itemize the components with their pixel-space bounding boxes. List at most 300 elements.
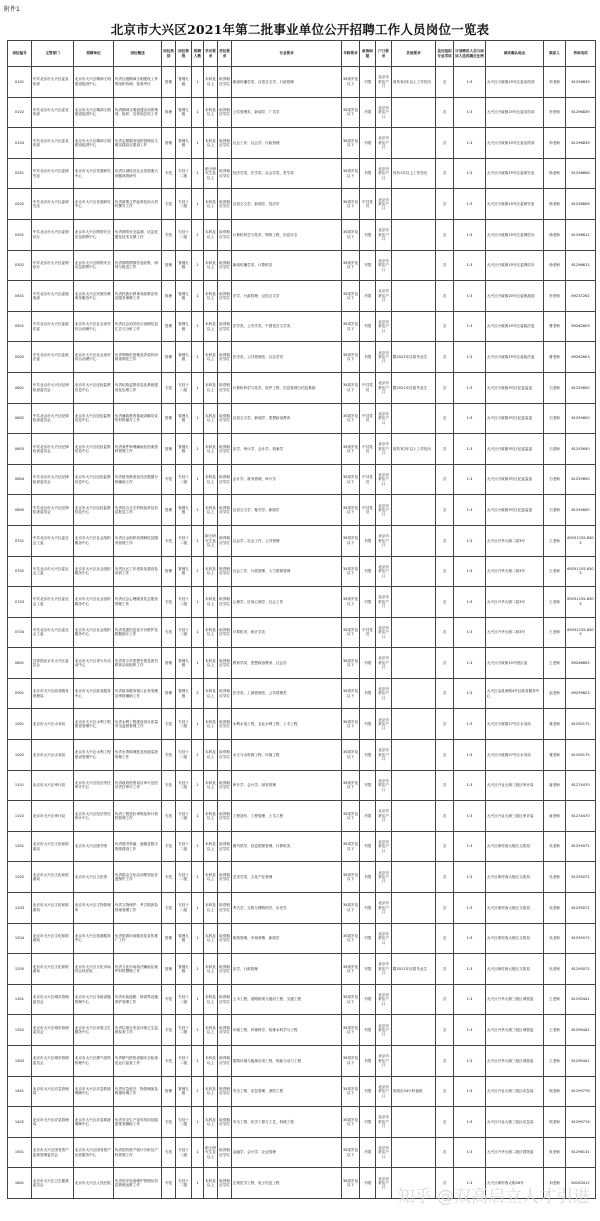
table-cell: 1 (192, 219, 204, 250)
table-cell: 35周岁及以下 (342, 1168, 360, 1199)
table-cell: 取得相应学位 (218, 770, 232, 801)
table-cell (392, 97, 436, 128)
table-cell: 大兴区兴政街3号区纪委监委 (486, 372, 544, 403)
table-cell: 取得相应学位 (218, 434, 232, 465)
table-cell: 中共北京市大兴区委社会工委 (32, 556, 74, 587)
table-cell: 法学、行政管理、汉语言文学 (232, 281, 342, 312)
table-cell: 不限 (360, 250, 376, 281)
table-cell: 本科及以上 (204, 678, 218, 709)
table-cell: 聂老师 (544, 740, 566, 771)
table-cell: 0604 (8, 464, 32, 495)
table-cell: 专技十二级 (176, 158, 192, 189)
table-cell: 负责廉政教育基地讲解及宣传材料编写工作 (114, 403, 162, 434)
table-cell: 大兴区兴华大街三段区城管委 (486, 984, 544, 1015)
table-cell: 法学类、公共管理类、社会学类 (232, 342, 342, 373)
table-cell: 北京市常住户口 (376, 1046, 392, 1077)
table-cell: 专技十二级 (176, 372, 192, 403)
table-cell (392, 1107, 436, 1138)
table-cell: 北京市常住户口 (376, 587, 392, 618)
table-cell: 管理九级 (176, 67, 192, 98)
table-cell: 专技十二级 (176, 1015, 192, 1046)
table-cell: 北京市大兴区市政设施管理中心 (74, 984, 114, 1015)
table-cell: 0101 (8, 67, 32, 98)
table-cell: 本科及以上 (204, 1168, 218, 1199)
table-cell: 取得相应学位 (218, 1015, 232, 1046)
table-cell: 1:3 (454, 403, 486, 434)
table-cell: 大兴区兴政街15号区委网信办 (486, 219, 544, 250)
table-cell: 专技 (162, 219, 176, 250)
table-cell: 负责综合文字材料起草及信息报送工作 (114, 495, 162, 526)
table-cell: 不限 (360, 1076, 376, 1107)
table-cell: 1 (192, 1107, 204, 1138)
table-cell: 0801 (8, 648, 32, 679)
table-cell: 负责工程造价审核及审计资料管理工作 (114, 801, 162, 832)
table-cell: 61290441 (566, 1046, 596, 1077)
table-cell: 否 (436, 189, 454, 220)
table-cell: 北京市大兴区网络安全应急指挥中心 (74, 219, 114, 250)
table-cell: 否 (436, 954, 454, 985)
table-cell: 负责安全生产宣传培训及隐患排查辅助工作 (114, 1107, 162, 1138)
table-cell: 中共北京市大兴区委宣传部 (32, 128, 74, 159)
table-cell: 北京市大兴区应急管理局 (32, 1076, 74, 1107)
table-cell: 否 (436, 740, 454, 771)
table-cell: 取得相应学位 (218, 1168, 232, 1199)
table-cell: 大兴区兴政街15号区委政法委 (486, 342, 544, 373)
table-cell: 专技十二级 (176, 740, 192, 771)
table-row (8, 67, 596, 98)
table-cell: 专技 (162, 1168, 176, 1199)
table-cell: 北京市大兴区文物管理所 (74, 893, 114, 924)
table-cell: 负责燃气供热设施安全检查及运行监管工作 (114, 1046, 162, 1077)
table-cell: 否 (436, 403, 454, 434)
table-cell: 王老师 (544, 1015, 566, 1046)
table-cell: 本科及以上 (204, 97, 218, 128)
table-cell: 中共党员 (360, 495, 376, 526)
table-cell: 管理九级 (176, 556, 192, 587)
table-cell: 北京市大兴区经济责任审计中心 (74, 801, 114, 832)
table-cell: 否 (436, 525, 454, 556)
table-cell: 北京市常住户口 (376, 831, 392, 862)
table-cell: 1205 (8, 954, 32, 985)
table-cell: 北京市大兴区文化和旅游局 (32, 831, 74, 862)
table-cell: 专技 (162, 984, 176, 1015)
table-cell: 取得相应学位 (218, 281, 232, 312)
table-cell: 取得相应学位 (218, 556, 232, 587)
table-row (8, 678, 596, 709)
table-cell: 1203 (8, 893, 32, 924)
table-cell: 专技 (162, 1107, 176, 1138)
table-cell: 本科及以上 (204, 372, 218, 403)
table-cell: 吴老师 (544, 954, 566, 985)
table-cell: 1402 (8, 1107, 32, 1138)
table-cell: 负责纪检监察信息化系统建设及运维工作 (114, 372, 162, 403)
column-header: 岗位类别 (162, 41, 176, 67)
table-row (8, 556, 596, 587)
table-cell: 1:3 (454, 1107, 486, 1138)
table-cell: 大兴区兴华大街二段3号 (486, 617, 544, 648)
table-cell: 负责网络舆情信息收集、研判与报送工作 (114, 250, 162, 281)
table-cell: 北京市大兴区卫生健康委员会 (32, 1168, 74, 1199)
table-cell: 61296808 (566, 189, 596, 220)
table-row (8, 1015, 596, 1046)
column-header: 专业要求 (232, 41, 342, 67)
table-cell: 负责青少年思想引领及团员教育活动组织工作 (114, 648, 162, 679)
table-cell: 负责图书采编、流通及数字资源建设工作 (114, 831, 162, 862)
table-cell: 大兴区兴政街15号团区委 (486, 648, 544, 679)
table-cell: 中共北京市大兴区纪律检查委员会 (32, 372, 74, 403)
table-cell: 1:3 (454, 556, 486, 587)
table-cell: 北京市大兴区国有资产运营服务中心 (74, 1137, 114, 1168)
table-cell: 中共北京市大兴区委网信办 (32, 250, 74, 281)
table-cell: 不限 (360, 648, 376, 679)
table-cell: 61290175 (566, 709, 596, 740)
table-cell: 1 (192, 434, 204, 465)
table-cell: 北京市常住户口 (376, 525, 392, 556)
table-cell: 35周岁及以下 (342, 617, 360, 648)
table-cell: 北京市常住户口 (376, 128, 392, 159)
table-cell: 1:3 (454, 67, 486, 98)
table-cell: 1:3 (454, 189, 486, 220)
table-cell: 大兴区兴政街3号区纪委监委 (486, 464, 544, 495)
table-cell: 李老师 (544, 128, 566, 159)
table-cell: 1:3 (454, 128, 486, 159)
table-cell: 大兴区兴政街15号区委网信办 (486, 250, 544, 281)
table-cell (392, 678, 436, 709)
table-cell: 1:3 (454, 831, 486, 862)
table-cell: 北京市常住户口 (376, 893, 392, 924)
table-cell: 35周岁及以下 (342, 740, 360, 771)
table-row (8, 372, 596, 403)
table-row (8, 831, 596, 862)
table-cell: 本科及以上 (204, 556, 218, 587)
table-cell: 北京市大兴区审计局 (32, 770, 74, 801)
table-cell: 管理九级 (176, 954, 192, 985)
table-cell: 专技 (162, 770, 176, 801)
table-cell: 否 (436, 1015, 454, 1046)
table-cell: 北京市常住户口 (376, 434, 392, 465)
table-cell: 北京市常住户口 (376, 372, 392, 403)
table-cell: 郭老师 (544, 1107, 566, 1138)
table-cell: 负责水利工程建设项目质量安全监督管理工作 (114, 709, 162, 740)
table-cell: 杨老师 (544, 158, 566, 189)
table-cell: 管理 (162, 281, 176, 312)
table-row (8, 495, 596, 526)
table-cell: 否 (436, 862, 454, 893)
table-cell: 1 (192, 709, 204, 740)
table-cell: 中共北京市大兴区委社会工委 (32, 617, 74, 648)
table-cell: 负责社区工作者队伍建设及培训工作 (114, 556, 162, 587)
table-cell: 管理 (162, 311, 176, 342)
table-cell: 北京市常住户口 (376, 801, 392, 832)
table-cell: 负责群众文化活动策划及非遗保护工作 (114, 862, 162, 893)
table-cell: 负责政务服务窗口业务受理及审批辅助工作 (114, 678, 162, 709)
table-cell: 不限 (360, 1015, 376, 1046)
table-cell: 取得相应学位 (218, 372, 232, 403)
table-cell: 中共党员 (360, 403, 376, 434)
table-cell (392, 403, 436, 434)
table-cell: 负责精神文明创建活动的策划、组织、宣传和总结工作 (114, 97, 162, 128)
table-cell: 否 (436, 617, 454, 648)
table-cell: 不限 (360, 984, 376, 1015)
table-cell: 不限 (360, 311, 376, 342)
table-cell: 北京市大兴区青少年活动中心 (74, 648, 114, 679)
table-cell: 管理九级 (176, 281, 192, 312)
table-cell: 中共北京市大兴区纪律检查委员会 (32, 403, 74, 434)
table-cell: 负责社会心理服务及志愿者管理工作 (114, 587, 162, 618)
table-cell: 1 (192, 525, 204, 556)
table-cell: 法学、行政管理 (232, 954, 342, 985)
table-cell: 专技十二级 (176, 587, 192, 618)
table-cell: 不限 (360, 709, 376, 740)
table-cell: 否 (436, 281, 454, 312)
table-cell: 管理 (162, 403, 176, 434)
table-cell: 共青团北京市大兴区委员会 (32, 648, 74, 679)
table-cell: 1:3 (454, 464, 486, 495)
table-cell: 0301 (8, 219, 32, 250)
table-cell: 公共管理类、新闻学、广告学 (232, 97, 342, 128)
table-cell: 1:3 (454, 617, 486, 648)
table-cell: 大兴区兴华大街三段区城管委 (486, 1046, 544, 1077)
table-row (8, 770, 596, 801)
table-cell: 取得相应学位 (218, 801, 232, 832)
table-cell: 取得相应学位 (218, 525, 232, 556)
table-row (8, 281, 596, 312)
table-cell: 本科及以上 (204, 342, 218, 373)
table-cell: 本科及以上 (204, 1107, 218, 1138)
table-cell: 1 (192, 189, 204, 220)
table-cell: 北京市常住户口 (376, 740, 392, 771)
table-cell: 否 (436, 342, 454, 373)
table-cell: 69251155-8305 (566, 556, 596, 587)
table-cell: 本科及以上 (204, 923, 218, 954)
table-cell: 北京市常住户口 (376, 709, 392, 740)
table-cell: 艺术学类、文化产业管理 (232, 862, 342, 893)
table-cell: 大兴区黄村西大街26号 (486, 1168, 544, 1199)
table-cell: 负责网格化管理及矛盾纠纷排查调处工作 (114, 342, 162, 373)
table-cell: 35周岁及以下 (342, 158, 360, 189)
table-cell: 不限 (360, 862, 376, 893)
table-cell: 35周岁及以下 (342, 1107, 360, 1138)
table-cell: 1:3 (454, 434, 486, 465)
table-cell: 须具有2年以上工作经历 (392, 434, 436, 465)
table-cell: 否 (436, 831, 454, 862)
table-cell: 本科及以上 (204, 1076, 218, 1107)
table-cell: 61299776 (566, 1107, 596, 1138)
table-cell: 取得相应学位 (218, 464, 232, 495)
table-cell (392, 281, 436, 312)
table-cell: 大兴区兴华大街二段3号 (486, 556, 544, 587)
table-cell: 1:3 (454, 1076, 486, 1107)
table-cell: 1 (192, 801, 204, 832)
table-cell: 不限 (360, 128, 376, 159)
table-cell: 负责民族宗教事务政策宣传及服务保障工作 (114, 281, 162, 312)
table-cell: 负责市政道路、桥梁等设施养护管理工作 (114, 984, 162, 1015)
table-cell: 石老师 (544, 495, 566, 526)
table-cell: 负责党建信息化平台维护及数据统计工作 (114, 617, 162, 648)
table-cell: 北京市大兴区文化和旅游局 (32, 862, 74, 893)
table-cell: 北京市常住户口 (376, 67, 392, 98)
table-cell (392, 311, 436, 342)
table-cell: 北京市大兴区文化和旅游局 (32, 893, 74, 924)
table-cell: 李老师 (544, 281, 566, 312)
table-cell: 否 (436, 1107, 454, 1138)
table-cell: 1401 (8, 1076, 32, 1107)
table-cell: 1202 (8, 862, 32, 893)
table-cell: 专技 (162, 709, 176, 740)
column-header: 是否组织专业考试 (436, 41, 454, 67)
table-cell: 不限 (360, 1107, 376, 1138)
table-row (8, 587, 596, 618)
table-cell: 61274470 (566, 801, 596, 832)
table-cell: 1301 (8, 984, 32, 1015)
table-cell: 管理 (162, 923, 176, 954)
table-cell: 本科及以上 (204, 862, 218, 893)
table-cell: 工程造价、工程管理、土木工程 (232, 801, 342, 832)
table-cell: 1:3 (454, 281, 486, 312)
table-cell (392, 648, 436, 679)
table-cell: 北京市大兴区水利工程建设管理中心 (74, 740, 114, 771)
table-cell: 取得相应学位 (218, 617, 232, 648)
table-cell: 唐老师 (544, 801, 566, 832)
table-cell: 35周岁及以下 (342, 587, 360, 618)
table-row (8, 893, 596, 924)
table-cell: 1:3 (454, 587, 486, 618)
table-cell: 35周岁及以下 (342, 250, 360, 281)
table-cell: 北京市大兴区人民医院 (74, 1168, 114, 1199)
table-cell: 35周岁及以下 (342, 1076, 360, 1107)
table-cell: 大兴区黄村西大街区文旅局 (486, 954, 544, 985)
column-header: 面试确认地点 (486, 41, 544, 67)
table-cell: 大兴区兴政街15号区委政法委 (486, 311, 544, 342)
table-cell: 不限 (360, 587, 376, 618)
table-cell: 北京市大兴区纪检监察信息中心 (74, 372, 114, 403)
table-cell: 61296808 (566, 158, 596, 189)
table-cell: 负责区级精神文明建设工作的组织协调、检查考评 (114, 67, 162, 98)
attachment-label: 附件1 (4, 6, 20, 13)
table-cell: 取得相应学位 (218, 984, 232, 1015)
table-cell: 本科及以上 (204, 831, 218, 862)
table-cell (392, 923, 436, 954)
table-cell: 曹老师 (544, 342, 566, 373)
table-cell: 1 (192, 617, 204, 648)
table-row (8, 189, 596, 220)
table-cell: 本科及以上 (204, 801, 218, 832)
table-cell: 计算机科学与技术、网络工程、信息安全 (232, 219, 342, 250)
table-cell (392, 219, 436, 250)
table-cell: 北京市大兴区应急救援保障中心 (74, 1107, 114, 1138)
table-cell: 北京市大兴区水务局 (32, 709, 74, 740)
table-cell: 61295072 (566, 831, 596, 862)
table-cell: 中共党员 (360, 617, 376, 648)
table-cell: 负责医疗设备维护管理及信息系统运维工作 (114, 1168, 162, 1199)
table-cell: 不限 (360, 525, 376, 556)
table-cell: 1 (192, 128, 204, 159)
table-cell: 不限 (360, 67, 376, 98)
table-cell: 61255650 (566, 495, 596, 526)
table-cell: 本科及以上 (204, 281, 218, 312)
table-cell: 管理 (162, 954, 176, 985)
table-cell: 1 (192, 648, 204, 679)
table-cell: 取得相应学位 (218, 678, 232, 709)
table-cell: 不限 (360, 678, 376, 709)
table-row (8, 128, 596, 159)
table-cell: 1 (192, 1168, 204, 1199)
table-cell: 否 (436, 556, 454, 587)
table-cell: 法学、审计学、会计学、档案学 (232, 434, 342, 465)
table-cell: 本科及以上 (204, 740, 218, 771)
table-cell: 安全工程、应急管理、消防工程 (232, 1076, 342, 1107)
table-cell: 大兴区兴业大街三段区审计局 (486, 770, 544, 801)
table-cell: 北京市常住户口 (376, 984, 392, 1015)
table-cell: 王老师 (544, 984, 566, 1015)
table-cell: 管理九级 (176, 678, 192, 709)
table-cell: 负责政策文件起草及综合材料撰写工作 (114, 189, 162, 220)
table-cell: 北京市大兴区社会组织服务中心 (74, 587, 114, 618)
column-header: 学历要求 (204, 41, 218, 67)
table-row (8, 1137, 596, 1168)
table-cell: 专技 (162, 801, 176, 832)
table-row (8, 801, 596, 832)
table-cell: 本科及以上 (204, 434, 218, 465)
table-cell: 否 (436, 495, 454, 526)
table-cell: 专技 (162, 893, 176, 924)
table-cell: 石老师 (544, 372, 566, 403)
table-row (8, 740, 596, 771)
table-cell: 管理 (162, 434, 176, 465)
table-cell: 北京市大兴区网络安全应急指挥中心 (74, 250, 114, 281)
table-cell: 管理 (162, 556, 176, 587)
table-cell: 具有1年以上工作经历 (392, 158, 436, 189)
table-cell: 1:3 (454, 709, 486, 740)
table-cell (392, 770, 436, 801)
table-cell: 北京市大兴区精神文明建设促进中心 (74, 97, 114, 128)
table-cell: 负责财务核查及经济数据分析辅助工作 (114, 464, 162, 495)
table-cell: 管理 (162, 1076, 176, 1107)
table-cell: 管理九级 (176, 1076, 192, 1107)
table-cell: 中共北京市大兴区委统战部 (32, 281, 74, 312)
column-header: 主管部门 (32, 41, 74, 67)
table-cell: 北京市大兴区燃气供热管理中心 (74, 1046, 114, 1077)
table-cell: 限2021年应届毕业生 (392, 372, 436, 403)
table-cell: 61299776 (566, 1076, 596, 1107)
table-cell: 35周岁及以下 (342, 984, 360, 1015)
table-cell: 北京市大兴区国有资产监督管理委员会 (32, 1137, 74, 1168)
table-cell: 吴老师 (544, 893, 566, 924)
table-cell: 1:3 (454, 801, 486, 832)
table-cell: 1 (192, 556, 204, 587)
table-cell: 吴老师 (544, 862, 566, 893)
table-cell: 69295623 (566, 678, 596, 709)
column-header: 岗位概述 (114, 41, 162, 67)
table-cell: 取得相应学位 (218, 709, 232, 740)
table-cell: 取得相应学位 (218, 740, 232, 771)
table-cell: 专技十二级 (176, 984, 192, 1015)
table-cell (392, 464, 436, 495)
table-cell (392, 893, 436, 924)
table-row (8, 923, 596, 954)
table-cell: 本科及以上 (204, 464, 218, 495)
table-cell: 不限 (360, 954, 376, 985)
table-cell: 1002 (8, 740, 32, 771)
table-cell: 0602 (8, 403, 32, 434)
table-cell: 北京市大兴区城市管理委员会 (32, 1015, 74, 1046)
column-header: 联系人 (544, 41, 566, 67)
table-cell: 负责国有资产统计分析及产权管理工作 (114, 1137, 162, 1168)
table-cell: 北京市常住户口 (376, 250, 392, 281)
table-cell: 1 (192, 740, 204, 771)
table-cell: 徐老师 (544, 219, 566, 250)
table-cell: 0701 (8, 525, 32, 556)
